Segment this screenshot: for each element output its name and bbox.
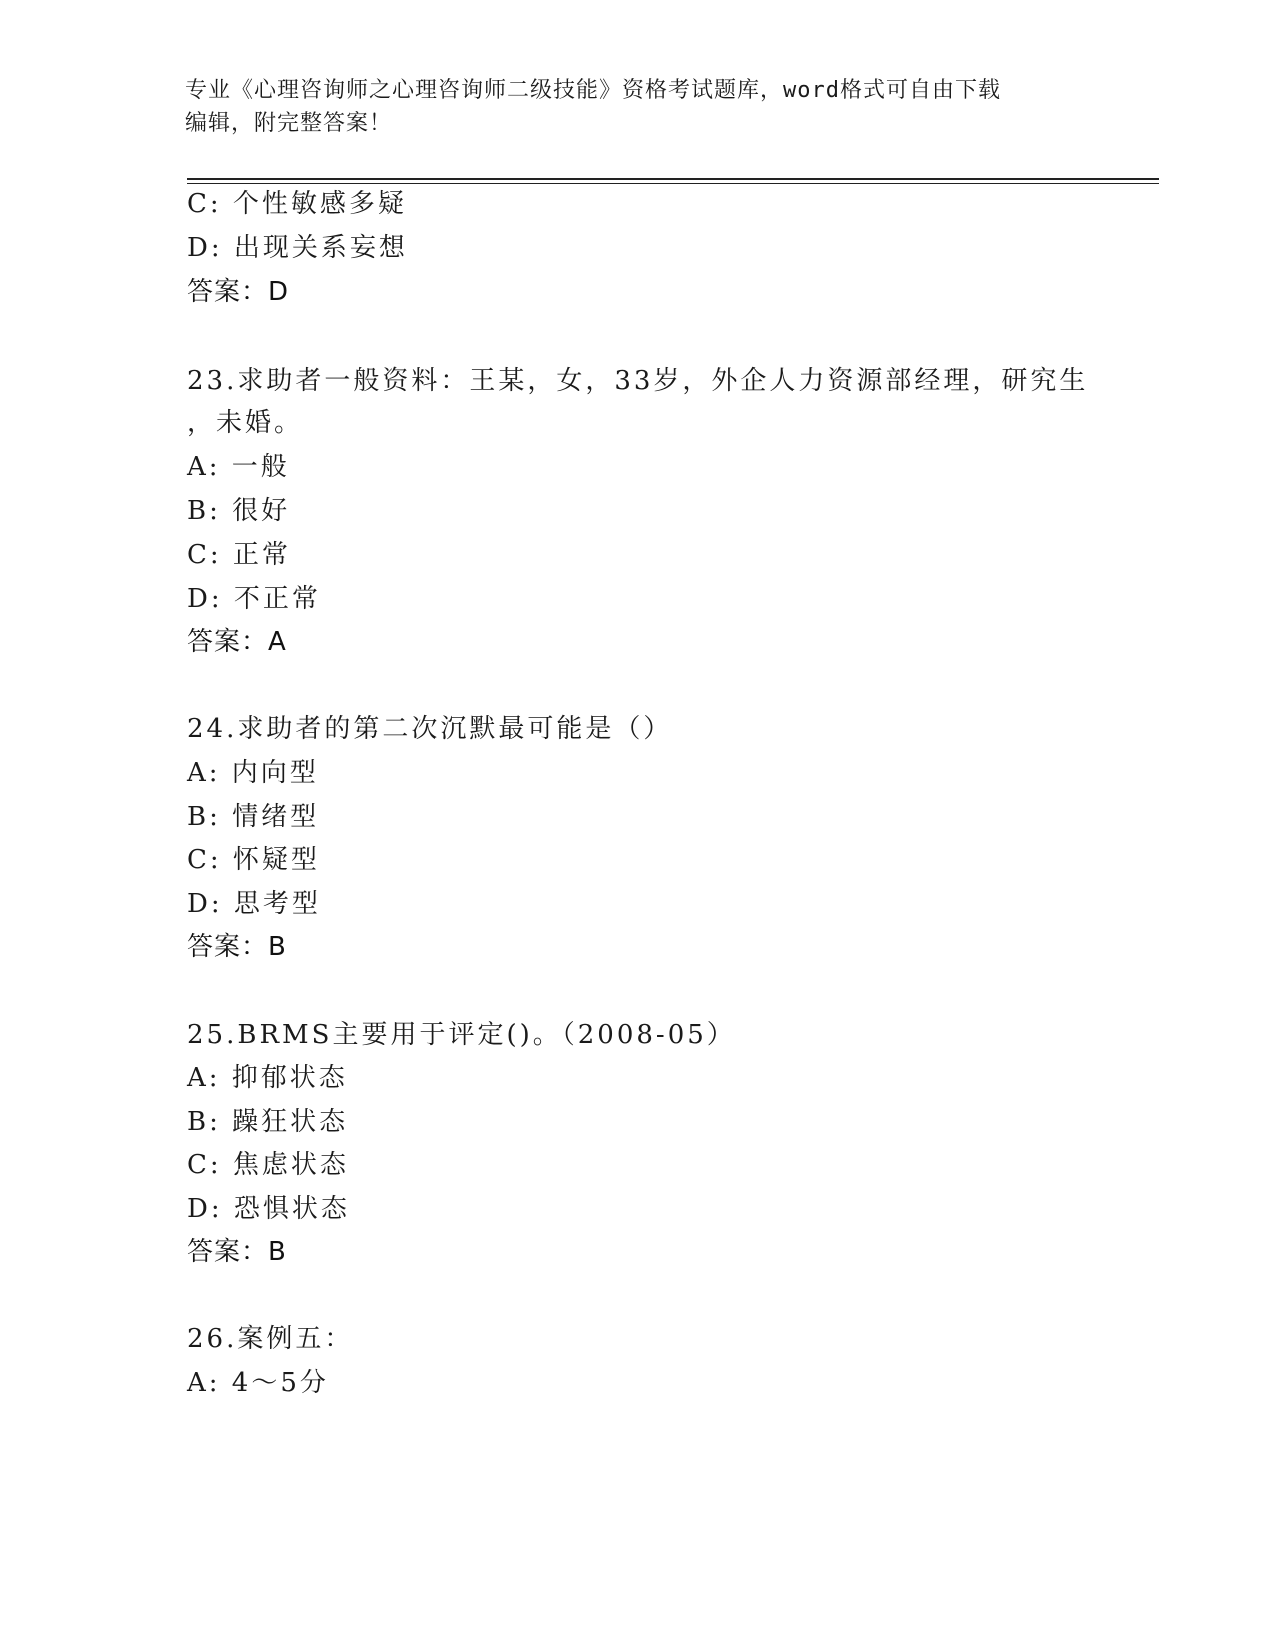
option-d: D: 不正常 bbox=[187, 584, 321, 614]
option-c: C: 怀疑型 bbox=[187, 845, 320, 875]
question-stem-continued: ，未婚。 bbox=[187, 408, 304, 438]
option-c: C: 正常 bbox=[187, 540, 291, 570]
header-divider-thick bbox=[187, 178, 1159, 180]
answer-line: 答案：B bbox=[187, 932, 287, 962]
header-line-2: 编辑，附完整答案！ bbox=[185, 111, 393, 136]
option-d: D: 出现关系妄想 bbox=[187, 233, 408, 263]
answer-line: 答案：D bbox=[187, 277, 290, 307]
option-d: D: 恐惧状态 bbox=[187, 1194, 350, 1224]
question-stem: 26.案例五： bbox=[187, 1324, 354, 1354]
question-stem: 23.求助者一般资料：王某，女，33岁，外企人力资源部经理，研究生 bbox=[187, 366, 1089, 396]
option-c: C: 焦虑状态 bbox=[187, 1150, 349, 1180]
answer-line: 答案：A bbox=[187, 627, 287, 657]
question-stem: 25.BRMS主要用于评定()。（2008-05） bbox=[187, 1020, 736, 1050]
option-a: A: 抑郁状态 bbox=[187, 1063, 348, 1093]
option-c: C: 个性敏感多疑 bbox=[187, 189, 407, 219]
option-d: D: 思考型 bbox=[187, 889, 321, 919]
header-divider-thin bbox=[187, 183, 1159, 184]
option-a: A: 4～5分 bbox=[187, 1368, 329, 1398]
answer-line: 答案：B bbox=[187, 1237, 287, 1267]
option-b: B: 躁狂状态 bbox=[187, 1107, 349, 1137]
option-b: B: 很好 bbox=[187, 496, 291, 526]
document-header bbox=[185, 74, 1085, 140]
option-a: A: 内向型 bbox=[187, 758, 319, 788]
header-line-1: 专业《心理咨询师之心理咨询师二级技能》资格考试题库，word格式可自由下载 bbox=[185, 78, 1001, 103]
option-a: A: 一般 bbox=[187, 452, 290, 482]
option-b: B: 情绪型 bbox=[187, 802, 320, 832]
question-stem: 24.求助者的第二次沉默最可能是（） bbox=[187, 714, 673, 744]
